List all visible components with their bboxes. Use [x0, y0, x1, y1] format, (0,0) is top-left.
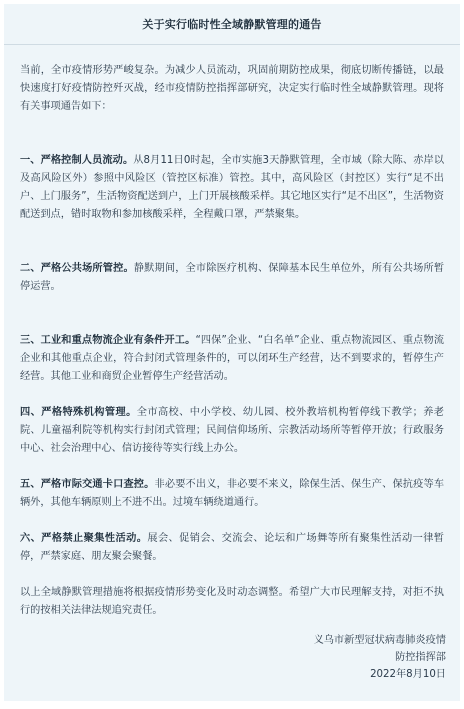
section-3-heading: 三、工业和重点物流企业有条件开工。	[20, 335, 196, 346]
section-1-text: 从8月11日0时起，全市实施3天静默管理，全市域（除大陈、赤岸以及高风险区外）参照中风险区（管控区标准）管控。其中，高风险区（封控区）实行“足不出户、上门服务”，生活物资配送到户，上门开展核酸采样。其它地区实行“足不出区”，生活物资配送到点，错时取物和参加核酸采样，全程戴口罩，严禁聚集。	[20, 155, 445, 220]
section-6-heading: 六、严格禁止聚集性活动。	[20, 533, 148, 544]
closing-paragraph: 以上全域静默管理措施将根据疫情形势变化及时动态调整。希望广大市民理解支持，对拒不执行的按相关法律法规追究责任。	[20, 587, 444, 616]
section-4-heading: 四、严格特殊机构管理。	[20, 407, 137, 418]
signature-org-line2: 防控指挥部	[395, 652, 446, 663]
section-1-heading: 一、严格控制人员流动。	[20, 155, 134, 166]
section-2	[20, 260, 444, 296]
section-5-text: 非必要不出义，非必要不来义，除保生活、保生产、保抗疫等车辆外，其他车辆原则上不进不出。过境车辆绕道通行。	[20, 479, 445, 508]
intro-paragraph: 当前，全市疫情形势严峻复杂。为减少人员流动，巩固前期防控成果，彻底切断传播链，以最快速度打好疫情防控歼灭战，经市疫情防控指挥部研究，决定实行临时性全域静默管理。现将有关事项通告如下：	[20, 65, 444, 112]
notice-document	[4, 4, 460, 701]
section-1	[20, 152, 444, 224]
section-6	[20, 530, 444, 566]
section-3	[20, 332, 444, 386]
section-5-heading: 五、严格市际交通卡口查控。	[20, 479, 155, 490]
section-3-text: “四保”企业、“白名单”企业、重点物流园区、重点物流企业和其他重点企业，符合封闭式管理条件的，可以闭环生产经营，达不到要求的，暂停生产经营。其他工业和商贸企业暂停生产经营活动。	[20, 335, 445, 382]
signature-date: 2022年8月10日	[370, 669, 446, 680]
signature-org-line1: 义乌市新型冠状病毒肺炎疫情	[313, 635, 446, 646]
section-2-text: 静默期间，全市除医疗机构、保障基本民生单位外，所有公共场所暂停运营。	[20, 263, 445, 292]
section-6-text: 展会、促销会、交流会、论坛和广场舞等所有聚集性活动一律暂停，严禁家庭、朋友聚会聚餐。	[20, 533, 444, 562]
section-4	[20, 404, 444, 458]
page-title: 关于实行临时性全域静默管理的通告	[142, 18, 322, 31]
section-2-heading: 二、严格公共场所管控。	[20, 263, 134, 274]
document-body	[20, 50, 444, 620]
section-5	[20, 476, 444, 512]
title-bar	[4, 4, 460, 45]
signature-block	[314, 632, 446, 683]
section-4-text: 全市高校、中小学校、幼儿园、校外教培机构暂停线下教学；养老院、儿童福利院等机构实行封闭式管理；民间信仰场所、宗教活动场所等暂停开放；行政服务中心、社会治理中心、信访接待等实行线上办公。	[20, 407, 444, 454]
